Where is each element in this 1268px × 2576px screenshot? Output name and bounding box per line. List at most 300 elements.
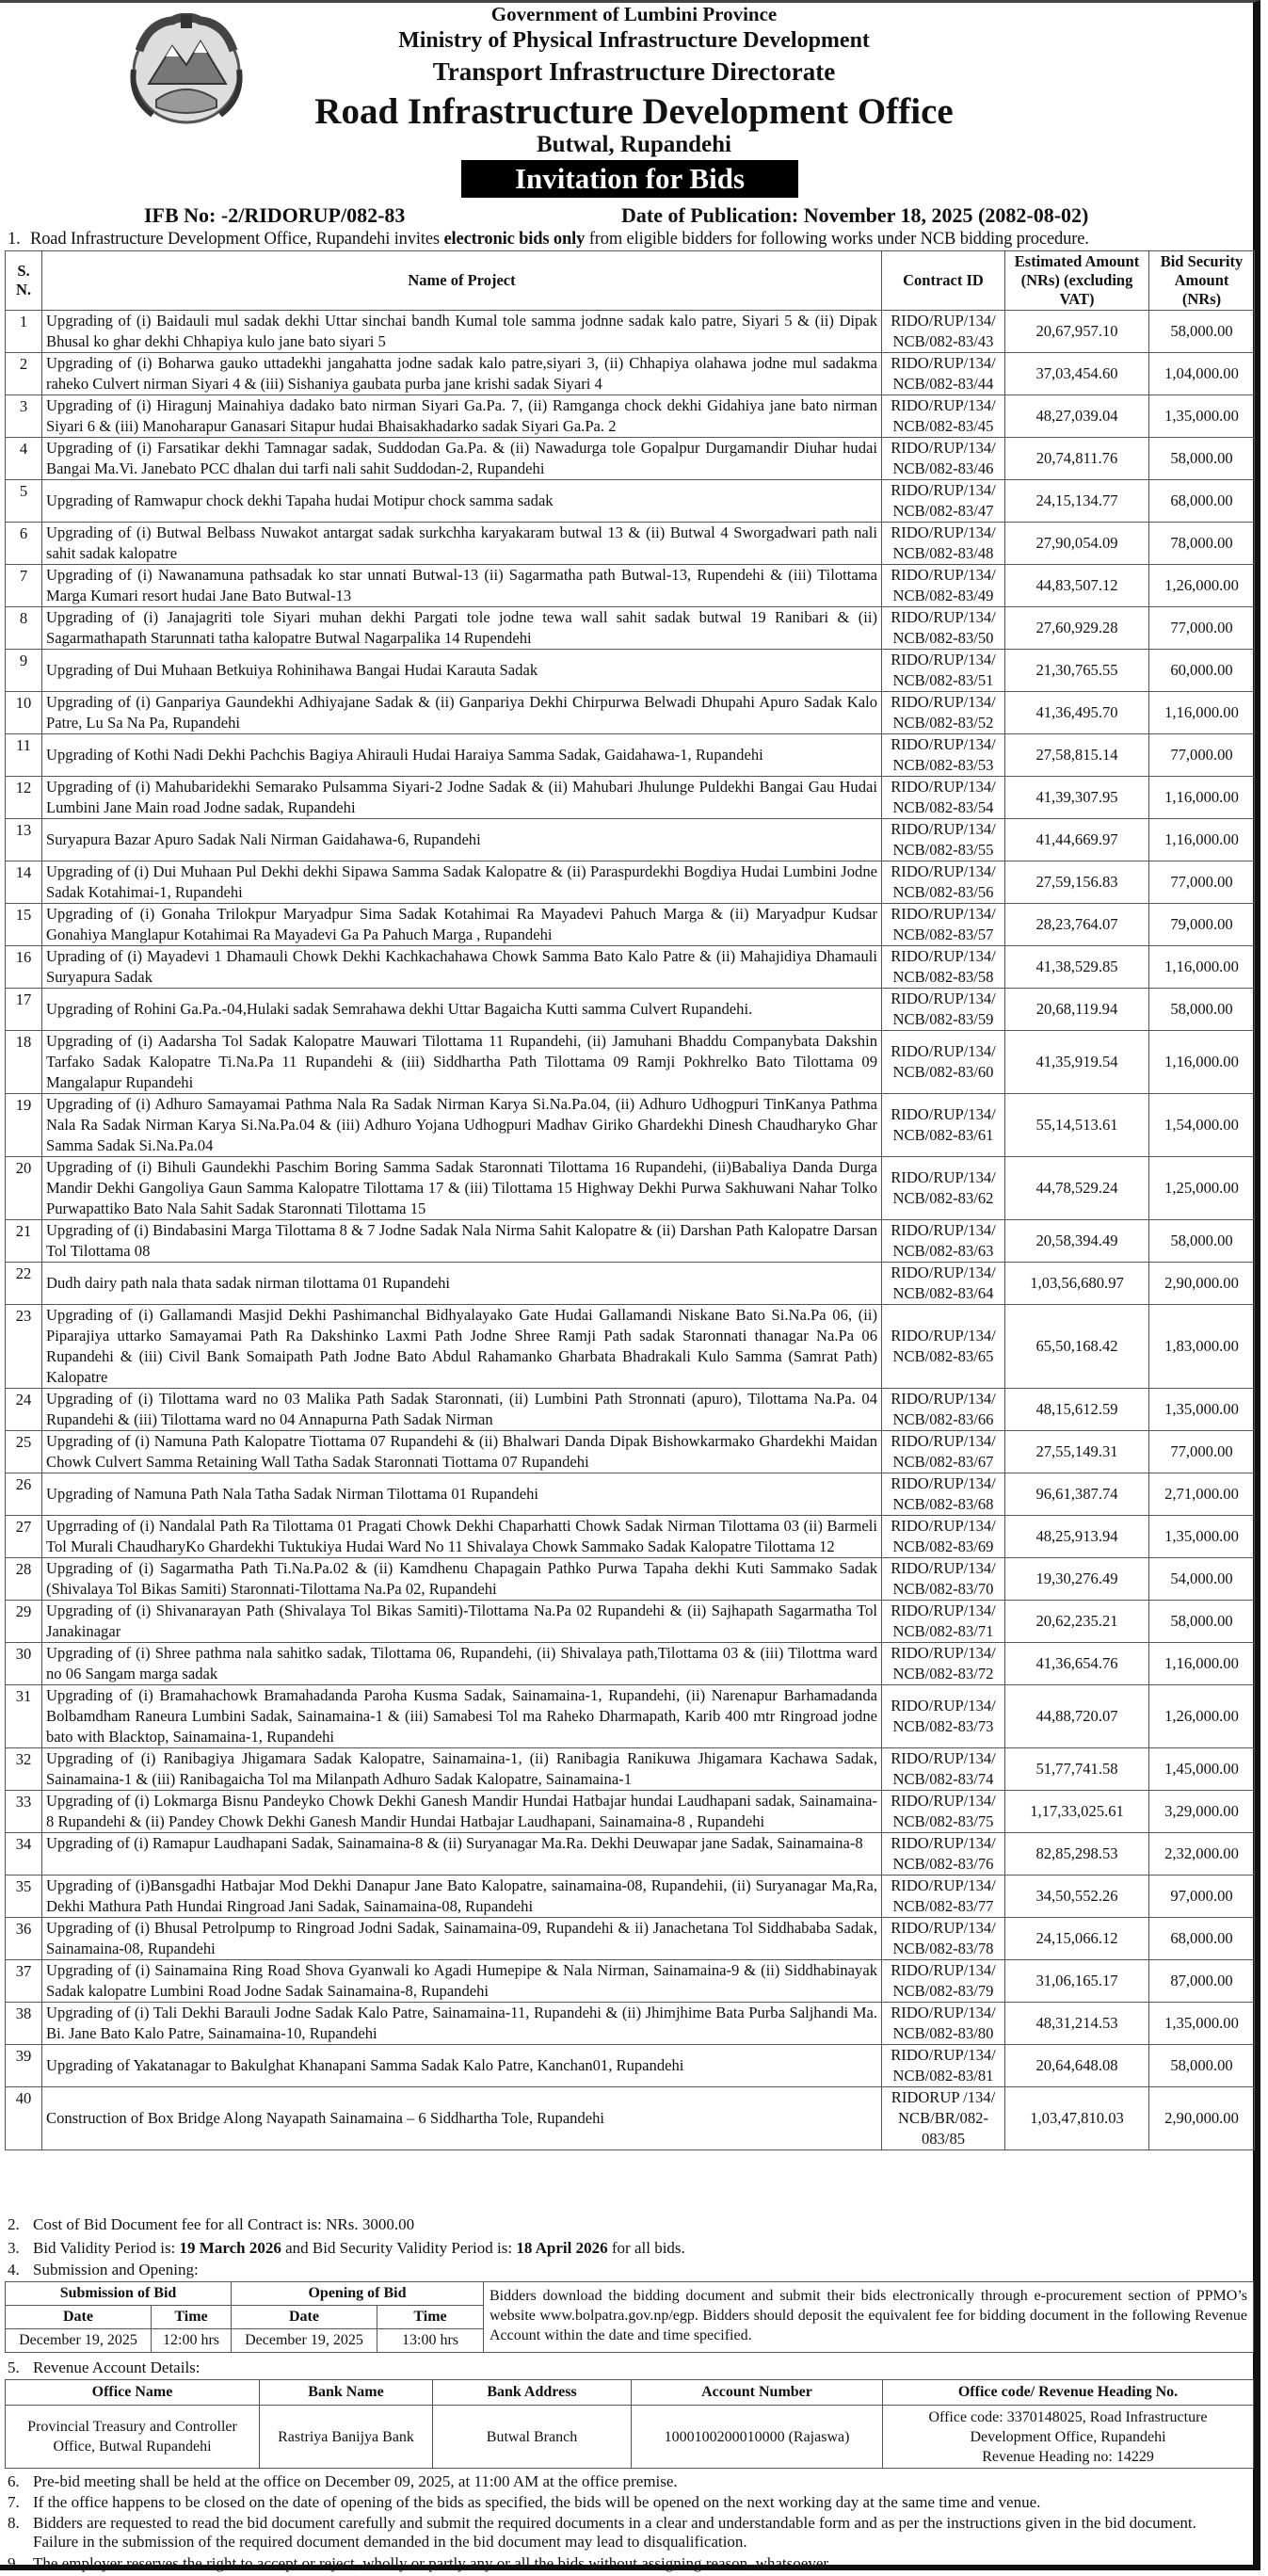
table-row	[6, 1473, 1255, 1516]
office-name-value: Provincial Treasury and Controller Office, Butwal Rupandehi	[6, 2406, 260, 2469]
table-row	[6, 311, 1255, 353]
header-name: Name of Project	[42, 251, 882, 311]
project-name: Uprading of (i) Mayadevi 1 Dhamauli Chowk Dekhi Kachkachahawa Chowk Samma Bato Kalo Patre & (ii) Mahajidiya Dhamauli Suryapura Sadak	[42, 946, 882, 989]
row-sn: 13	[6, 819, 42, 861]
estimated-amount: 24,15,134.77	[1005, 480, 1149, 523]
row-sn: 6	[6, 523, 42, 565]
bid-security-amount: 1,16,000.00	[1149, 777, 1255, 819]
estimated-amount: 82,85,298.53	[1005, 1833, 1149, 1876]
item-number: 5.	[8, 2359, 20, 2376]
contract-id: RIDO/RUP/134/ NCB/082-83/47	[882, 480, 1005, 523]
estimated-amount: 27,58,815.14	[1005, 734, 1149, 777]
estimated-amount: 48,31,214.53	[1005, 2003, 1149, 2045]
table-row	[6, 1157, 1255, 1220]
table-row	[6, 861, 1255, 904]
estimated-amount: 41,35,919.54	[1005, 1031, 1149, 1094]
submission-date-header: Date	[6, 2306, 152, 2329]
project-name: Upgrading of (i) Ramapur Laudhapani Sadak, Sainamaina-8 & (ii) Suryanagar Ma.Ra. Dekhi Deuwapar jane Sadak, Sainamaina-8	[42, 1833, 882, 1876]
projects-table	[5, 250, 1255, 2150]
bid-security-amount: 1,35,000.00	[1149, 395, 1255, 438]
bid-security-amount: 77,000.00	[1149, 607, 1255, 650]
bank-address-value: Butwal Branch	[433, 2406, 632, 2469]
table-row	[6, 819, 1255, 861]
contract-id: RIDO/RUP/134/ NCB/082-83/48	[882, 523, 1005, 565]
intro-text-end: from eligible bidders for following works under NCB bidding procedure.	[585, 230, 1089, 249]
contract-id: RIDORUP /134/ NCB/BR/082- 083/85	[882, 2087, 1005, 2150]
row-sn: 24	[6, 1389, 42, 1431]
table-row	[6, 1263, 1255, 1305]
project-name: Upgrading of (i) Ranibagiya Jhigamara Sadak Kalopatre, Sainamaina-1, (ii) Ranibagia Ranikuwa Jhigamara Kachawa Sadak, Sainamaina-1 & (iii) Ranibagaicha Tol ma Milanpath Adhuro Sadak Kalopatre, Sainamaina-1	[42, 1748, 882, 1791]
item-text: Cost of Bid Document fee for all Contract is: NRs. 3000.00	[33, 2215, 415, 2233]
row-sn: 40	[6, 2087, 42, 2150]
submission-time-header: Time	[152, 2306, 232, 2329]
project-name: Upgrading of Ramwapur chock dekhi Tapaha hudai Motipur chock samma sadak	[42, 480, 882, 523]
row-sn: 10	[6, 692, 42, 734]
row-sn: 1	[6, 311, 42, 353]
estimated-amount: 44,78,529.24	[1005, 1157, 1149, 1220]
bid-security-amount: 58,000.00	[1149, 1220, 1255, 1263]
estimated-amount: 41,44,669.97	[1005, 819, 1149, 861]
bid-security-amount: 3,29,000.00	[1149, 1791, 1255, 1833]
table-row	[6, 607, 1255, 650]
row-sn: 11	[6, 734, 42, 777]
bid-security-amount: 58,000.00	[1149, 989, 1255, 1031]
estimated-amount: 48,15,612.59	[1005, 1389, 1149, 1431]
contract-id: RIDO/RUP/134/ NCB/082-83/76	[882, 1833, 1005, 1876]
estimated-amount: 44,83,507.12	[1005, 565, 1149, 607]
contract-id: RIDO/RUP/134/ NCB/082-83/53	[882, 734, 1005, 777]
ministry-name: Ministry of Physical Infrastructure Development	[398, 28, 870, 53]
contract-id: RIDO/RUP/134/ NCB/082-83/56	[882, 861, 1005, 904]
bid-validity-date: 19 March 2026	[179, 2239, 281, 2257]
bid-security-amount: 87,000.00	[1149, 1960, 1255, 2003]
table-row	[6, 1431, 1255, 1473]
submission-table	[5, 2281, 1254, 2353]
project-name: Upgrading of (i) Bhusal Petrolpump to Ringroad Jodni Sadak, Sainamaina-09, Rupandehi & ii) Janachetana Tol Siddhababa Sadak, Sainamaina-08, Rupandehi	[42, 1918, 882, 1960]
header-sn: S. N.	[6, 251, 42, 311]
opening-date-header: Date	[232, 2306, 377, 2329]
contract-id: RIDO/RUP/134/ NCB/082-83/71	[882, 1601, 1005, 1643]
table-row	[6, 1031, 1255, 1094]
row-sn: 32	[6, 1748, 42, 1791]
contract-id: RIDO/RUP/134/ NCB/082-83/65	[882, 1305, 1005, 1389]
project-name: Construction of Box Bridge Along Nayapath Sainamaina – 6 Siddhartha Tole, Rupandehi	[42, 2087, 882, 2150]
submission-date: December 19, 2025	[6, 2329, 152, 2353]
bid-security-amount: 77,000.00	[1149, 1431, 1255, 1473]
estimated-amount: 20,58,394.49	[1005, 1220, 1149, 1263]
row-sn: 7	[6, 565, 42, 607]
estimated-amount: 41,39,307.95	[1005, 777, 1149, 819]
estimated-amount: 34,50,552.26	[1005, 1876, 1149, 1918]
estimated-amount: 20,64,648.08	[1005, 2045, 1149, 2087]
contract-id: RIDO/RUP/134/ NCB/082-83/72	[882, 1643, 1005, 1685]
bid-security-amount: 1,26,000.00	[1149, 565, 1255, 607]
project-name: Upgrading of (i) Dui Muhaan Pul Dekhi dekhi Sipawa Samma Sadak Kalopatre & (ii) Paraspurdekhi Bogdiya Hudai Lumbini Jodne Sadak Kotahimai-1, Rupandehi	[42, 861, 882, 904]
estimated-amount: 27,90,054.09	[1005, 523, 1149, 565]
project-name: Upgrading of (i) Nawanamuna pathsadak ko star unnati Butwal-13 (ii) Sagarmatha path Butwal-13, Rupendehi & (iii) Tilottama Marga Kumari resort hudai Jane Bato Butwal-13	[42, 565, 882, 607]
header-security: Bid Security Amount (NRs)	[1149, 251, 1255, 311]
row-sn: 19	[6, 1094, 42, 1157]
project-name: Upgrading of (i) Tilottama ward no 03 Malika Path Sadak Staronnati, (ii) Lumbini Path Stronnati (apuro), Tilottama Na.Pa. 04 Rupandehi & (iii) Tilottama ward no 04 Annapurna Path Sadak Nirman	[42, 1389, 882, 1431]
header-estimated: Estimated Amount (NRs) (excluding VAT)	[1005, 251, 1149, 311]
bid-security-amount: 79,000.00	[1149, 904, 1255, 946]
project-name: Upgrading of (i) Baidauli mul sadak dekhi Uttar sinchai bandh Kumal tole samma jodnne sadak kalo patre, Siyari 5 & (ii) Dipak Bhusal ko ghar dekhi Chhapiya kulo jane bato siyari 5	[42, 311, 882, 353]
project-name: Upgrading of (i) Butwal Belbass Nuwakot antargat sadak surkchha karyakaram butwal 13 & (ii) Butwal 4 Sworgadwari path nali sahit sadak kalopatre	[42, 523, 882, 565]
account-number-value: 1000100200010000 (Rajaswa)	[632, 2406, 883, 2469]
bid-security-amount: 1,16,000.00	[1149, 1643, 1255, 1685]
project-name: Upgrading of (i) Lokmarga Bisnu Pandeyko Chowk Dekhi Ganesh Mandir Hundai Hatbajar hundai Laudhapani sadak, Sainamaina-8 Rupandehi & (ii) Pandey Chowk Dekhi Ganesh Mandir Hundai Hatbajar Laudhapani, Sainamaina-8 , Rupandehi	[42, 1791, 882, 1833]
contract-id: RIDO/RUP/134/ NCB/082-83/77	[882, 1876, 1005, 1918]
estimated-amount: 41,38,529.85	[1005, 946, 1149, 989]
project-name: Suryapura Bazar Apuro Sadak Nali Nirman Gaidahawa-6, Rupandehi	[42, 819, 882, 861]
bid-security-amount: 1,35,000.00	[1149, 1389, 1255, 1431]
bid-security-amount: 68,000.00	[1149, 480, 1255, 523]
item-text: If the office happens to be closed on the date of opening of the bids as specified, the bids will be opened on the next working day at the same time and venue.	[33, 2493, 1041, 2511]
publication-date: Date of Publication: November 18, 2025 (2082-08-02)	[621, 203, 1089, 227]
table-row	[6, 395, 1255, 438]
project-name: Upgrading of (i) Aadarsha Tol Sadak Kalopatre Mauwari Tilottama 11 Rupandehi, (ii) Jamuhani Bhaddu Companybata Dakshin Tarfako Sadak Kalopatre Ti.Na.Pa 11 Rupandehi & (iii) Siddhartha Path Tilottama 09 Ramji Pokhrelko Bato Tilottama 09 Mangalapur Rupandehi	[42, 1031, 882, 1094]
table-row	[6, 989, 1255, 1031]
contract-id: RIDO/RUP/134/ NCB/082-83/73	[882, 1685, 1005, 1748]
bid-security-amount: 1,16,000.00	[1149, 819, 1255, 861]
estimated-amount: 48,25,913.94	[1005, 1516, 1149, 1558]
security-validity-date: 18 April 2026	[516, 2239, 608, 2257]
table-row	[6, 1558, 1255, 1601]
table-row	[6, 1305, 1255, 1389]
bid-security-amount: 1,16,000.00	[1149, 946, 1255, 989]
office-location: Butwal, Rupandehi	[536, 132, 732, 157]
bid-security-amount: 1,45,000.00	[1149, 1748, 1255, 1791]
contract-id: RIDO/RUP/134/ NCB/082-83/75	[882, 1791, 1005, 1833]
contract-id: RIDO/RUP/134/ NCB/082-83/70	[882, 1558, 1005, 1601]
estimated-amount: 1,17,33,025.61	[1005, 1791, 1149, 1833]
table-row	[6, 1601, 1255, 1643]
item-text: Bid Validity Period is:	[33, 2239, 180, 2257]
table-row	[6, 1876, 1255, 1918]
item-text: Revenue Account Details:	[33, 2359, 201, 2376]
table-row	[6, 1389, 1255, 1431]
item-text: Bidders are requested to read the bid document carefully and submit the required documents in a clear and understandable form and as per the instructions given in the bid document.	[33, 2514, 1196, 2532]
bid-security-amount: 2,32,000.00	[1149, 1833, 1255, 1876]
item-number: 6.	[8, 2472, 20, 2490]
estimated-amount: 55,14,513.61	[1005, 1094, 1149, 1157]
bid-security-amount: 1,26,000.00	[1149, 1685, 1255, 1748]
estimated-amount: 20,62,235.21	[1005, 1601, 1149, 1643]
contract-id: RIDO/RUP/134/ NCB/082-83/51	[882, 650, 1005, 692]
bid-security-amount: 1,04,000.00	[1149, 353, 1255, 395]
project-name: Upgrading of (i) Tali Dekhi Barauli Jodne Sadak Kalo Patre, Sainamaina-11, Rupandehi & (ii) Jhimjhime Bata Purba Saljhandi Ma. Bi. Jane Bato Kalo Patre, Sainamaina-10, Rupandehi	[42, 2003, 882, 2045]
contract-id: RIDO/RUP/134/ NCB/082-83/62	[882, 1157, 1005, 1220]
project-name: Upgrading of (i) Bindabasini Marga Tilottama 8 & 7 Jodne Sadak Nala Nirma Sahit Kalopatre & (ii) Darshan Path Kalopatre Darsan Tol Tilottama 08	[42, 1220, 882, 1263]
item-text: Failure in the submission of the required document demanded in the bid document may lead to disqualification.	[33, 2533, 747, 2551]
table-row	[6, 1960, 1255, 2003]
project-name: Upgrading of Namuna Path Nala Tatha Sadak Nirman Tilottama 01 Rupandehi	[42, 1473, 882, 1516]
contract-id: RIDO/RUP/134/ NCB/082-83/46	[882, 438, 1005, 480]
row-sn: 9	[6, 650, 42, 692]
item-reserve	[8, 2554, 831, 2573]
estimated-amount: 27,55,149.31	[1005, 1431, 1149, 1473]
contract-id: RIDO/RUP/134/ NCB/082-83/57	[882, 904, 1005, 946]
revenue-heading: Revenue Heading no: 14229	[982, 2448, 1154, 2465]
row-sn: 25	[6, 1431, 42, 1473]
contract-id: RIDO/RUP/134/ NCB/082-83/52	[882, 692, 1005, 734]
row-sn: 18	[6, 1031, 42, 1094]
project-name: Upgrading of (i) Sagarmatha Path Ti.Na.Pa.02 & (ii) Kamdhenu Chapagain Pathko Purwa Tapaha dekhi Kuti Sammako Sadak (Shivalaya Tol Bikas Samiti) Staronnati-Tilottama Na.Pa 02, Rupandehi	[42, 1558, 882, 1601]
row-sn: 3	[6, 395, 42, 438]
estimated-amount: 20,74,811.76	[1005, 438, 1149, 480]
bid-security-amount: 54,000.00	[1149, 1558, 1255, 1601]
row-sn: 28	[6, 1558, 42, 1601]
project-name: Upgrading of (i) Gonaha Trilokpur Maryadpur Sima Sadak Kotahimai Ra Mayadevi Pahuch Marga & (ii) Maryadpur Kudsar Gonahiya Manglapur Kotahimai Ra Mayadevi Ga Pa Pahuch Marga , Rupandehi	[42, 904, 882, 946]
estimated-amount: 27,60,929.28	[1005, 607, 1149, 650]
bid-security-amount: 1,54,000.00	[1149, 1094, 1255, 1157]
project-name: Upgrading of (i) Bramahachowk Bramahadanda Paroha Kusma Sadak, Sainamaina-1, Rupandehi, (ii) Narenapur Barhamadanda Bolbamdham Raneura Lumbini Sadak, Sainamaina-1 & (iii) Samabesi Tol ma Raheko Dharmapath, Karib 400 mtr Ringroad jodne bato with Blacktop, Sainamaina-1, Rupandehi	[42, 1685, 882, 1748]
project-name: Upgrading of (i) Shree pathma nala sahitko sadak, Tilottama 06, Rupandehi, (ii) Shivalaya path,Tilottama 03 & (iii) Tilottma ward no 06 Sangam marga sadak	[42, 1643, 882, 1685]
contract-id: RIDO/RUP/134/ NCB/082-83/64	[882, 1263, 1005, 1305]
row-sn: 20	[6, 1157, 42, 1220]
header-office-code: Office code/ Revenue Heading No.	[883, 2380, 1254, 2406]
estimated-amount: 20,68,119.94	[1005, 989, 1149, 1031]
table-row	[6, 523, 1255, 565]
bid-security-amount: 1,25,000.00	[1149, 1157, 1255, 1220]
estimated-amount: 19,30,276.49	[1005, 1558, 1149, 1601]
table-row	[6, 1220, 1255, 1263]
contract-id: RIDO/RUP/134/ NCB/082-83/49	[882, 565, 1005, 607]
estimated-amount: 1,03,56,680.97	[1005, 1263, 1149, 1305]
row-sn: 2	[6, 353, 42, 395]
bid-security-amount: 1,83,000.00	[1149, 1305, 1255, 1389]
item-number: 7.	[8, 2493, 20, 2511]
submission-header: Submission of Bid	[6, 2282, 232, 2306]
office-code: Office code: 3370148025, Road Infrastructure Development Office, Rupandehi	[928, 2408, 1208, 2445]
row-sn: 8	[6, 607, 42, 650]
row-sn: 29	[6, 1601, 42, 1643]
project-name: Upgrading of (i) Janajagriti tole Siyari muhan dekhi Pargati tole jodne tewa wall sahit sadak butwal 19 Ranibari & (ii) Sagarmathapath Starunnati tatha kalopatre Butwal Nagarpalika 14 Rupendehi	[42, 607, 882, 650]
header-office-name: Office Name	[6, 2380, 260, 2406]
contract-id: RIDO/RUP/134/ NCB/082-83/74	[882, 1748, 1005, 1791]
contract-id: RIDO/RUP/134/ NCB/082-83/55	[882, 819, 1005, 861]
row-sn: 22	[6, 1263, 42, 1305]
row-sn: 39	[6, 2045, 42, 2087]
row-sn: 21	[6, 1220, 42, 1263]
intro-text: Road Infrastructure Development Office, Rupandehi invites	[30, 230, 444, 249]
estimated-amount: 1,03,47,810.03	[1005, 2087, 1149, 2150]
header-bank-name: Bank Name	[260, 2380, 433, 2406]
item-revenue-heading	[8, 2359, 201, 2377]
header-bank-address: Bank Address	[433, 2380, 632, 2406]
bid-security-amount: 58,000.00	[1149, 311, 1255, 353]
contract-id: RIDO/RUP/134/ NCB/082-83/45	[882, 395, 1005, 438]
row-sn: 36	[6, 1918, 42, 1960]
estimated-amount: 44,88,720.07	[1005, 1685, 1149, 1748]
contract-id: RIDO/RUP/134/ NCB/082-83/81	[882, 2045, 1005, 2087]
bid-security-amount: 60,000.00	[1149, 650, 1255, 692]
project-name: Upgrading of (i) Ganpariya Gaundekhi Adhiyajane Sadak & (ii) Ganpariya Dekhi Chirpurwa Belwadi Dhupahi Apuro Sadak Kalo Patre, Lu Sa Na Pa, Rupandehi	[42, 692, 882, 734]
estimated-amount: 48,27,039.04	[1005, 395, 1149, 438]
table-row	[6, 946, 1255, 989]
estimated-amount: 20,67,957.10	[1005, 311, 1149, 353]
header-account-number: Account Number	[632, 2380, 883, 2406]
item-number: 2.	[8, 2215, 20, 2233]
estimated-amount: 96,61,387.74	[1005, 1473, 1149, 1516]
table-row	[6, 1791, 1255, 1833]
item-submission-heading	[8, 2261, 199, 2279]
ifb-number: IFB No: -2/RIDORUP/082-83	[144, 203, 406, 227]
row-sn: 27	[6, 1516, 42, 1558]
bid-security-amount: 58,000.00	[1149, 438, 1255, 480]
estimated-amount: 37,03,454.60	[1005, 353, 1149, 395]
estimated-amount: 28,23,764.07	[1005, 904, 1149, 946]
row-sn: 12	[6, 777, 42, 819]
project-name: Upgrading of (i) Adhuro Samayamai Pathma Nala Ra Sadak Nirman Karya Si.Na.Pa.04, (ii) Adhuro Udhogpuri TinKanya Pathma Nala Ra Sadak Nirman Karya Si.Na.Pa.04 & (iii) Adhuro Yojana Udhogpuri Madhav Giriko Ghardekhi Dinesh Chaudharyko Ghar Samma Sadak Si.Na.Pa.04	[42, 1094, 882, 1157]
row-sn: 5	[6, 480, 42, 523]
contract-id: RIDO/RUP/134/ NCB/082-83/44	[882, 353, 1005, 395]
item-text: for all bids.	[607, 2239, 685, 2257]
bid-security-amount: 97,000.00	[1149, 1876, 1255, 1918]
table-row	[6, 777, 1255, 819]
revenue-table	[5, 2379, 1254, 2469]
contract-id: RIDO/RUP/134/ NCB/082-83/54	[882, 777, 1005, 819]
bid-security-amount: 1,16,000.00	[1149, 692, 1255, 734]
project-name: Upgrading of (i) Sainamaina Ring Road Shova Gyanwali ko Agadi Humepipe & Nala Nirman, Sainamaina-9 & (ii) Siddhabinayak Sadak kalopatre Lumbini Road Jodne Sadak Sainamaina-8, Rupandehi	[42, 1960, 882, 2003]
row-sn: 26	[6, 1473, 42, 1516]
table-row	[6, 734, 1255, 777]
bid-security-amount: 78,000.00	[1149, 523, 1255, 565]
item-closed	[8, 2493, 1040, 2512]
row-sn: 34	[6, 1833, 42, 1876]
contract-id: RIDO/RUP/134/ NCB/082-83/67	[882, 1431, 1005, 1473]
row-sn: 33	[6, 1791, 42, 1833]
estimated-amount: 51,77,741.58	[1005, 1748, 1149, 1791]
office-name: Road Infrastructure Development Office	[314, 91, 954, 132]
project-name: Upgrading of Kothi Nadi Dekhi Pachchis Bagiya Ahirauli Hudai Haraiya Samma Sadak, Gaidahawa-1, Rupandehi	[42, 734, 882, 777]
bid-security-amount: 1,16,000.00	[1149, 1031, 1255, 1094]
notice-title: Invitation for Bids	[461, 160, 798, 198]
project-name: Upgrading of (i) Mahubaridekhi Semarako Pulsamma Siyari-2 Jodne Sadak & (ii) Mahubari Jhulunge Puldekhi Bangai Gau Hudai Lumbini Jane Main road Jodne sadak, Rupandehi	[42, 777, 882, 819]
contract-id: RIDO/RUP/134/ NCB/082-83/60	[882, 1031, 1005, 1094]
contract-id: RIDO/RUP/134/ NCB/082-83/66	[882, 1389, 1005, 1431]
opening-date: December 19, 2025	[232, 2329, 377, 2353]
bid-security-amount: 1,35,000.00	[1149, 1516, 1255, 1558]
table-row	[6, 438, 1255, 480]
estimated-amount: 24,15,066.12	[1005, 1918, 1149, 1960]
project-name: Upgrading of Yakatanagar to Bakulghat Khanapani Samma Sadak Kalo Patre, Kanchan01, Rupandehi	[42, 2045, 882, 2087]
row-sn: 37	[6, 1960, 42, 2003]
table-row	[6, 650, 1255, 692]
table-row	[6, 1748, 1255, 1791]
opening-time-header: Time	[377, 2306, 484, 2329]
item-number: 9.	[8, 2554, 20, 2572]
table-row	[6, 565, 1255, 607]
item-text: Submission and Opening:	[33, 2261, 199, 2278]
item-fee	[8, 2215, 414, 2234]
bid-security-amount: 58,000.00	[1149, 2045, 1255, 2087]
project-name: Upgrading of (i) Hiragunj Mainahiya dadako bato nirman Siyari Ga.Pa. 7, (ii) Ramganga chock dekhi Gidahiya jane bato nirman Siyari 6 & (iii) Manoharapur Ganasari Sitapur hudai Bhaisakhadarko sadak Siyari Ga.Pa. 2	[42, 395, 882, 438]
table-row	[6, 2087, 1255, 2150]
project-name: Upgrading of (i) Namuna Path Kalopatre Tiottama 07 Rupandehi & (ii) Bhalwari Danda Dipak Bishowkarmako Ghardekhi Maidan Chowk Culvert Samma Retaining Wall Tatha Sadak Staronnati Tiottama 07 Rupandehi	[42, 1431, 882, 1473]
row-sn: 30	[6, 1643, 42, 1685]
row-sn: 17	[6, 989, 42, 1031]
table-row	[6, 692, 1255, 734]
bid-security-amount: 58,000.00	[1149, 1601, 1255, 1643]
project-name: Dudh dairy path nala thata sadak nirman tilottama 01 Rupandehi	[42, 1263, 882, 1305]
contract-id: RIDO/RUP/134/ NCB/082-83/58	[882, 946, 1005, 989]
row-sn: 35	[6, 1876, 42, 1918]
table-row	[6, 1685, 1255, 1748]
contract-id: RIDO/RUP/134/ NCB/082-83/79	[882, 1960, 1005, 2003]
intro-bold: electronic bids only	[443, 230, 586, 249]
table-header-row	[6, 251, 1255, 311]
contract-id: RIDO/RUP/134/ NCB/082-83/43	[882, 311, 1005, 353]
item-number: 8.	[8, 2514, 20, 2532]
contract-id: RIDO/RUP/134/ NCB/082-83/50	[882, 607, 1005, 650]
project-name: Upgrading of (i) Farsatikar dekhi Tamnagar sadak, Suddodan Ga.Pa. & (ii) Nawadurga tole Gopalpur Durgamandir Diuhar hudai Bangai Ma.Vi. Janebato PCC dhalan dui tarfi nali sahit Suddodan-2, Rupandehi	[42, 438, 882, 480]
bid-security-amount: 77,000.00	[1149, 861, 1255, 904]
project-name: Upgrrading of (i) Nandalal Path Ra Tilottama 01 Pragati Chowk Dekhi Chaparhatti Chowk Sadak Nirman Tilottama 03 (ii) Barmeli Tol Murali ChaudharyKo Ghardekhi Tuktukiya Hudai Ward No 11 Shivalaya Chowk Sammako Sadak Kalopatre Tilottama 12	[42, 1516, 882, 1558]
intro-paragraph	[8, 230, 1089, 250]
row-sn: 14	[6, 861, 42, 904]
bank-name-value: Rastriya Banijya Bank	[260, 2406, 433, 2469]
contract-id: RIDO/RUP/134/ NCB/082-83/61	[882, 1094, 1005, 1157]
submission-time: 12:00 hrs	[152, 2329, 232, 2353]
item-text: and Bid Security Validity Period is:	[281, 2239, 517, 2257]
estimated-amount: 31,06,165.17	[1005, 1960, 1149, 2003]
bid-security-amount: 68,000.00	[1149, 1918, 1255, 1960]
project-name: Upgrading of (i) Bihuli Gaundekhi Paschim Boring Samma Sadak Staronnati Tilottama 16 Rupandehi, (ii)Babaliya Danda Durga Mandir Dekhi Gangoliya Gaun Samma Kalopatre Tilottama 17 & (iii) Tilottama 15 Highway Dekhi Purwa Sakhuwani Nahar Tolko Purwapattiko Bato Nala Sahit Sadak Staronnati Tilottama 15	[42, 1157, 882, 1220]
row-sn: 15	[6, 904, 42, 946]
project-name: Upgrading of (i) Shivanarayan Path (Shivalaya Tol Bikas Samiti)-Tilottama Na.Pa 02 Rupandehi & (ii) Sajhapath Sagarmatha Tol Janakinagar	[42, 1601, 882, 1643]
directorate-name: Transport Infrastructure Directorate	[432, 57, 836, 86]
contract-id: RIDO/RUP/134/ NCB/082-83/68	[882, 1473, 1005, 1516]
project-name: Upgrading of (i) Gallamandi Masjid Dekhi Pashimanchal Bidhyalayako Gate Hudai Gallamandi Niskane Bato Si.Na.Pa 06, (ii) Piparajiya uttarko Samayamai Path Ra Dakshinko Laxmi Path Jodne Shree Ramji Path sadak Staronnati thanagar Na.Pa 06 Rupandehi & (iii) Civil Bank Somaipath Path Jodne Bato Abdul Rahamanko Gharbata Bhadrakali Kulo Samma (Samrat Path) Kalopatre	[42, 1305, 882, 1389]
submission-note: Bidders download the bidding document and submit their bids electronically through e-procurement section of PPMO’s website www.bolpatra.gov.np/egp. Bidders should deposit the equivalent fee for bidding document in the following Revenue Account within the date and time specified.	[484, 2282, 1254, 2353]
row-sn: 4	[6, 438, 42, 480]
row-sn: 16	[6, 946, 42, 989]
estimated-amount: 21,30,765.55	[1005, 650, 1149, 692]
government-name: Government of Lumbini Province	[490, 3, 778, 25]
table-row	[6, 1516, 1255, 1558]
table-row	[6, 904, 1255, 946]
bid-security-amount: 77,000.00	[1149, 734, 1255, 777]
estimated-amount: 41,36,654.76	[1005, 1643, 1149, 1685]
project-name: Upgrading of Dui Muhaan Betkuiya Rohinihawa Bangai Hudai Karauta Sadak	[42, 650, 882, 692]
contract-id: RIDO/RUP/134/ NCB/082-83/80	[882, 2003, 1005, 2045]
item-text: The employer reserves the right to accept or reject, wholly or partly any or all the bids without assigning reason, whatsoever.	[33, 2554, 832, 2572]
table-row	[6, 353, 1255, 395]
item-read	[8, 2514, 1196, 2552]
contract-id: RIDO/RUP/134/ NCB/082-83/78	[882, 1918, 1005, 1960]
table-row	[6, 1094, 1255, 1157]
item-text: Pre-bid meeting shall be held at the office on December 09, 2025, at 11:00 AM at the office premise.	[33, 2472, 678, 2490]
contract-id: RIDO/RUP/134/ NCB/082-83/63	[882, 1220, 1005, 1263]
item-validity	[8, 2239, 685, 2258]
bid-security-amount: 1,35,000.00	[1149, 2003, 1255, 2045]
table-row	[6, 1833, 1255, 1876]
contract-id: RIDO/RUP/134/ NCB/082-83/69	[882, 1516, 1005, 1558]
estimated-amount: 65,50,168.42	[1005, 1305, 1149, 1389]
item-number: 3.	[8, 2239, 20, 2257]
table-row	[6, 480, 1255, 523]
row-sn: 23	[6, 1305, 42, 1389]
office-code-value	[883, 2406, 1254, 2469]
table-row	[6, 1643, 1255, 1685]
table-row	[6, 1918, 1255, 1960]
row-sn: 31	[6, 1685, 42, 1748]
item-number: 1.	[8, 230, 21, 249]
header-contract-id: Contract ID	[882, 251, 1005, 311]
bid-security-amount: 2,71,000.00	[1149, 1473, 1255, 1516]
opening-header: Opening of Bid	[232, 2282, 484, 2306]
